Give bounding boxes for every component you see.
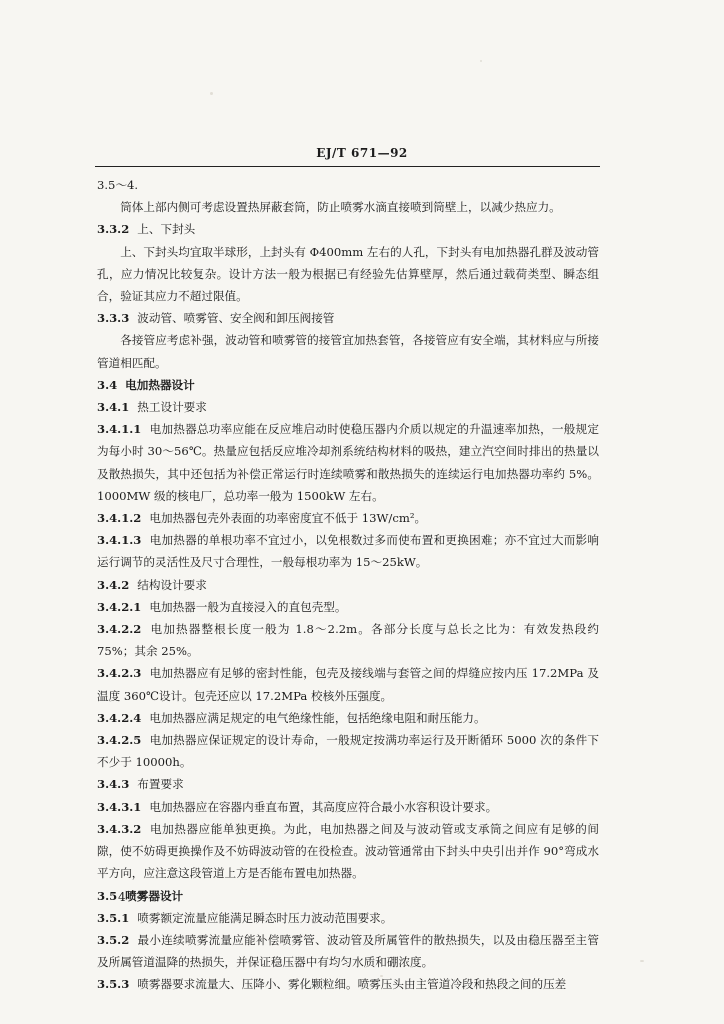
body-text xyxy=(97,174,599,996)
clause-item: 3.5.1 喷雾额定流量应能满足瞬态时压力波动范围要求。 xyxy=(97,910,393,925)
scan-speck xyxy=(210,92,213,95)
chapter-heading: 3.5 喷雾器设计 xyxy=(97,888,184,903)
clause-item: 3.4.1.1 电加热器总功率应能在反应堆启动时使稳压器内介质以规定的升温速率加热，一般规定为每小时 30～56℃。热量应包括反应堆冷却剂系统结构材料的吸热，建立汽空间时排出的热量以及散热损失，其中还包括为补偿正常运行时连续喷雾和散热损失的连续运行电加热器功率约 5%。1000MW 级的核电厂，总功率一般为 1500kW 左右。 xyxy=(97,422,599,503)
page-number: 4 xyxy=(118,890,126,904)
clause-item: 3.4.2.2 电加热器整根长度一般为 1.8～2.2m。各部分长度与总长之比为：有效发热段约 75%；其余 25%。 xyxy=(97,622,599,659)
standard-code-header: EJ/T 671—92 xyxy=(316,146,408,160)
header-rule xyxy=(95,166,600,167)
scan-speck xyxy=(480,60,482,62)
clause-item: 3.4.2.5 电加热器应保证规定的设计寿命，一般规定按满功率运行及开断循环 5000 次的条件下不少于 10000h。 xyxy=(97,733,599,770)
section-heading: 3.3.3 波动管、喷雾管、安全阀和卸压阀接管 xyxy=(97,311,335,326)
clause-item: 3.4.2.3 电加热器应有足够的密封性能，包壳及接线端与套管之间的焊缝应按内压 17.2MPa 及温度 360℃设计。包壳还应以 17.2MPa 校核外压强度。 xyxy=(97,666,599,703)
section-heading: 3.4.2 结构设计要求 xyxy=(97,577,207,592)
clause-item: 3.5.3 喷雾器要求流量大、压降小、雾化颗粒细。喷雾压头由主管道冷段和热段之间的压差 xyxy=(97,977,567,992)
paragraph: 上、下封头均宜取半球形，上封头有 Φ400mm 左右的人孔，下封头有电加热器孔群及波动管孔，应力情况比较复杂。设计方法一般为根据已有经验先估算壁厚，然后通过载荷类型、瞬态组合，验证其应力不超过限值。 xyxy=(97,244,599,304)
paragraph: 各接管应考虑补强，波动管和喷雾管的接管宜加热套管，各接管应有安全端，其材料应与所接管道相匹配。 xyxy=(97,333,599,370)
scan-speck xyxy=(640,960,644,962)
clause-item: 3.4.1.3 电加热器的单根功率不宜过小，以免根数过多而使布置和更换困难；亦不宜过大而影响运行调节的灵活性及尺寸合理性，一般每根功率为 15～25kW。 xyxy=(97,533,599,570)
chapter-heading: 3.4 电加热器设计 xyxy=(97,377,195,392)
clause-item: 3.5.2 最小连续喷雾流量应能补偿喷雾管、波动管及所属管件的散热损失，以及由稳压器至主管及所属管道温降的热损失，并保证稳压器中有均匀水质和硼浓度。 xyxy=(97,932,599,970)
clause-item: 3.4.2.4 电加热器应满足规定的电气绝缘性能，包括绝缘电阻和耐压能力。 xyxy=(97,710,486,725)
clause-item: 3.4.3.1 电加热器应在容器内垂直布置，其高度应符合最小水容积设计要求。 xyxy=(97,799,498,814)
scan-speck xyxy=(380,975,383,977)
continuation-line: 3.5～4. xyxy=(97,178,139,192)
paragraph: 筒体上部内侧可考虑设置热屏蔽套筒，防止喷雾水滴直接喷到筒壁上，以减少热应力。 xyxy=(120,200,561,215)
section-heading: 3.3.2 上、下封头 xyxy=(97,222,196,237)
clause-item: 3.4.1.2 电加热器包壳外表面的功率密度宜不低于 13W/cm²。 xyxy=(97,511,427,526)
section-heading: 3.4.3 布置要求 xyxy=(97,777,184,792)
clause-item: 3.4.2.1 电加热器一般为直接浸入的直包壳型。 xyxy=(97,599,347,614)
section-heading: 3.4.1 热工设计要求 xyxy=(97,400,207,415)
clause-item: 3.4.3.2 电加热器应能单独更换。为此，电加热器之间及与波动管或支承筒之间应有足够的间隙，使不妨碍更换操作及不妨碍波动管的在役检查。波动管通常由下封头中央引出并作 90°弯成水平方向，应注意这段管道上方是否能布置电加热器。 xyxy=(97,821,599,881)
